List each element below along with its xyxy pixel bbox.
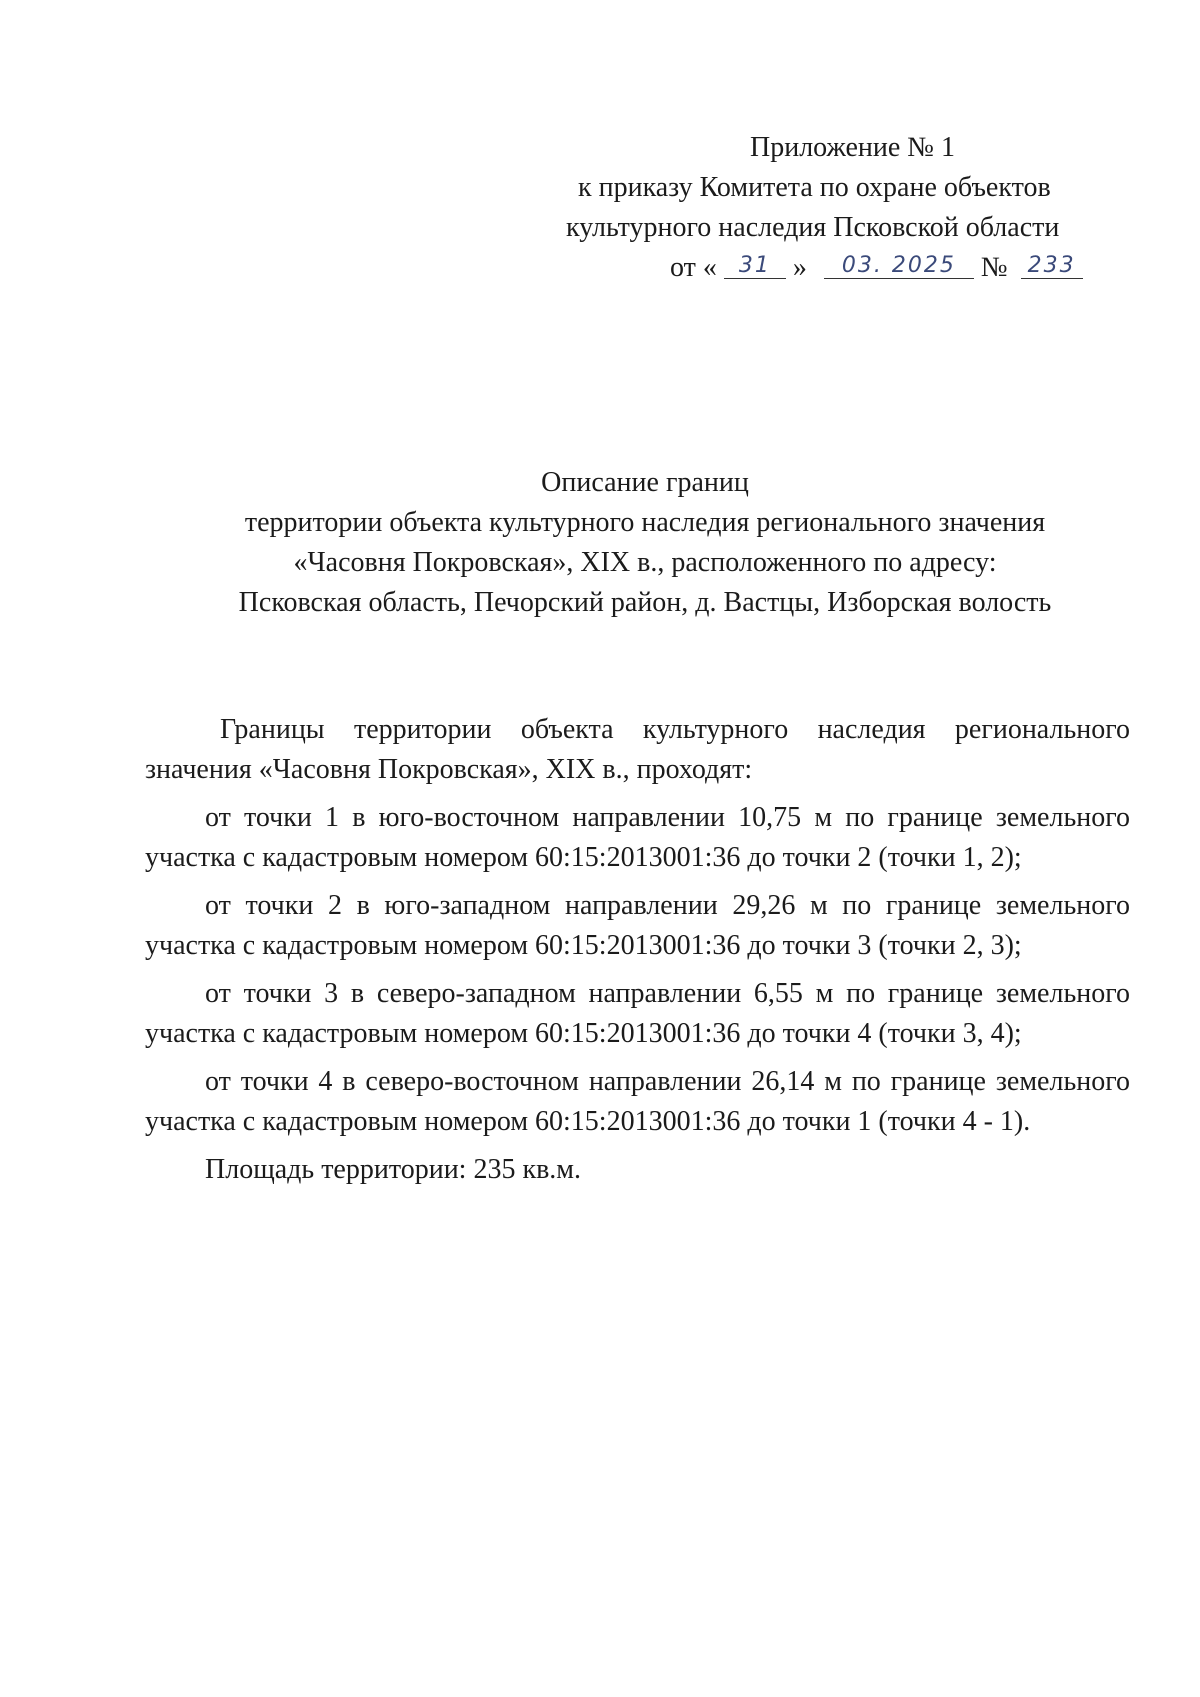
- day-field: [724, 248, 786, 279]
- appendix-date-line: [560, 248, 1120, 288]
- boundary-segment-2: от точки 2 в юго-западном направлении 29,26 м по границе земельного участка с кадастровым номером 60:15:2013001:36 до точки 3 (точки 2, 3);: [145, 890, 1130, 961]
- area-paragraph: Площадь территории: 235 кв.м.: [205, 1154, 582, 1185]
- date-quote-close: »: [792, 252, 807, 283]
- appendix-committee-name: культурного наследия Псковской области: [566, 212, 1060, 243]
- title-line-3: «Часовня Покровская», XIX в., расположенного по адресу:: [293, 547, 997, 578]
- appendix-order-reference: к приказу Комитета по охране объектов: [578, 172, 1051, 203]
- title-line-2: территории объекта культурного наследия регионального значения: [244, 507, 1046, 538]
- document-body: [145, 710, 1130, 1198]
- title-line-4: Псковская область, Печорский район, д. Вастцы, Изборская волость: [238, 587, 1052, 618]
- number-field: [1021, 248, 1083, 279]
- boundary-segment-4: от точки 4 в северо-восточном направлении 26,14 м по границе земельного участка с кадастровым номером 60:15:2013001:36 до точки 1 (точки 4 - 1).: [145, 1066, 1130, 1137]
- handwritten-day: 31: [738, 253, 771, 278]
- appendix-header: [560, 128, 1120, 288]
- number-sign: №: [980, 252, 1008, 283]
- appendix-title: Приложение № 1: [750, 132, 955, 163]
- date-prefix: от «: [670, 252, 717, 283]
- handwritten-date: 03. 2025: [841, 253, 956, 278]
- date-field: [824, 248, 974, 279]
- boundary-segment-3: от точки 3 в северо-западном направлении 6,55 м по границе земельного участка с кадастровым номером 60:15:2013001:36 до точки 4 (точки 3, 4);: [145, 978, 1130, 1049]
- intro-paragraph: Границы территории объекта культурного наследия регионального значения «Часовня Покровская», XIX в., проходят:: [145, 714, 1130, 785]
- handwritten-number: 233: [1027, 253, 1076, 278]
- title-line-1: Описание границ: [541, 467, 749, 498]
- document-title: [180, 463, 1110, 623]
- boundary-segment-1: от точки 1 в юго-восточном направлении 10,75 м по границе земельного участка с кадастровым номером 60:15:2013001:36 до точки 2 (точки 1, 2);: [145, 802, 1130, 873]
